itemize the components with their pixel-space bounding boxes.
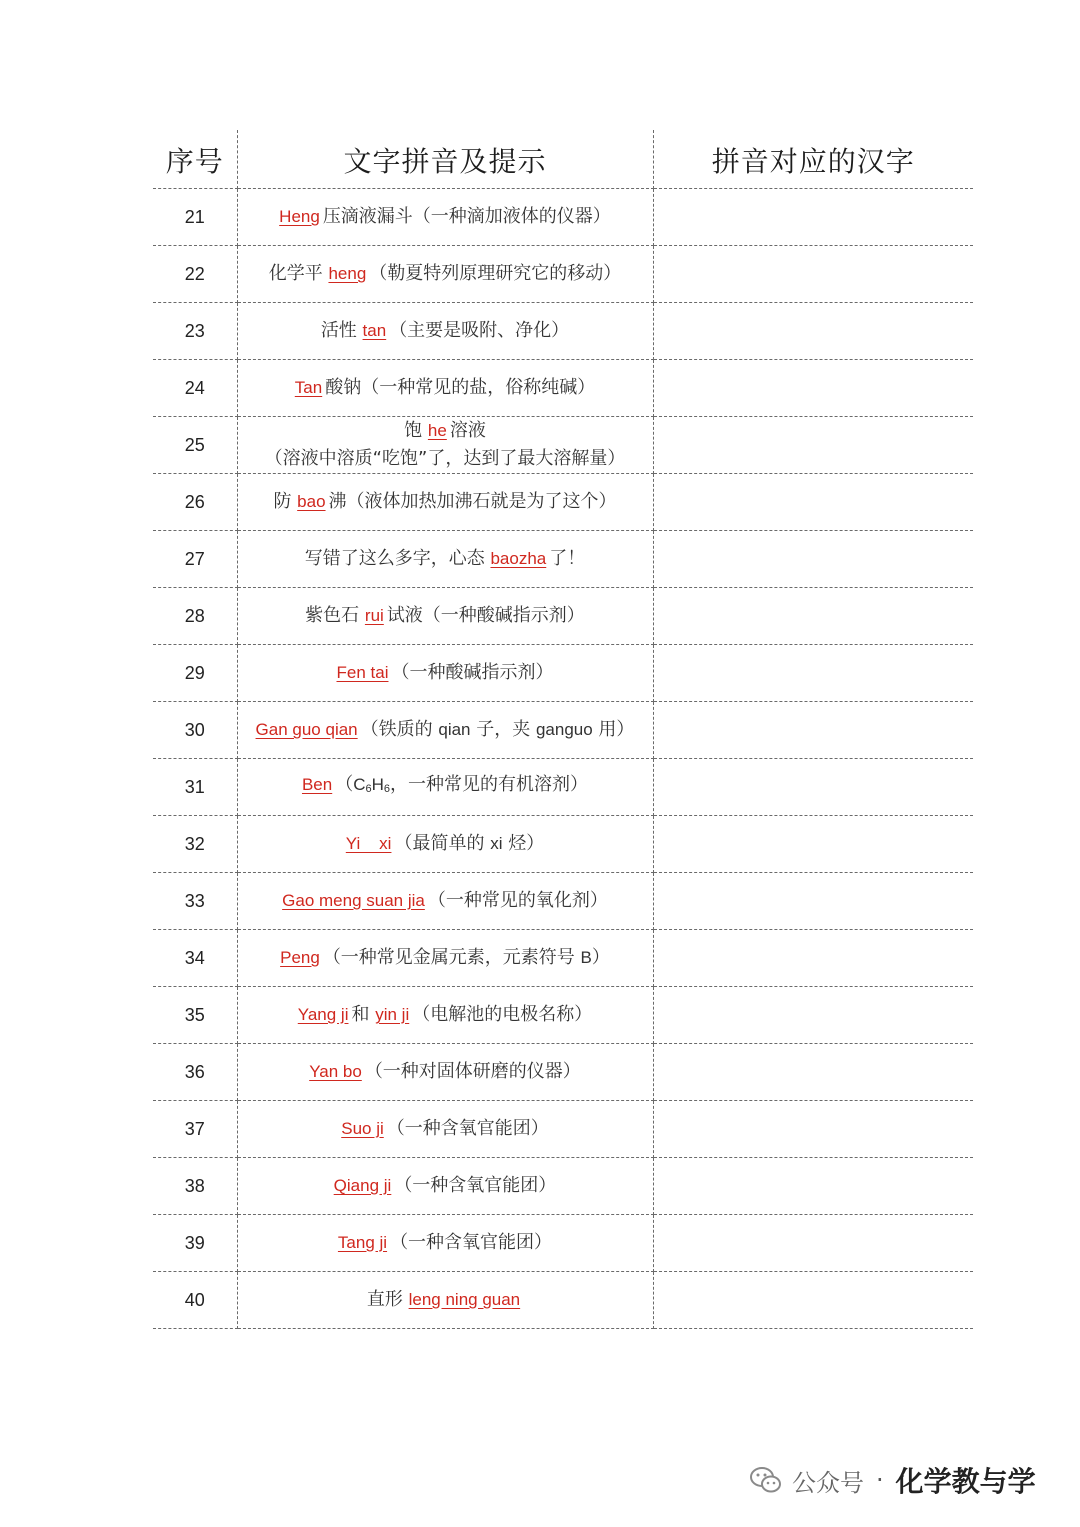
row-number: 36 [153, 1044, 237, 1101]
hint-text: ） [591, 947, 610, 968]
pinyin-blank: Gao meng suan jia [282, 891, 425, 910]
hint-text: （一种含氧官能团） [390, 1232, 553, 1253]
formula-subscript: 6 [383, 783, 391, 795]
table-row [153, 1272, 973, 1329]
pinyin-hint-cell [237, 873, 653, 930]
table-row [153, 1158, 973, 1215]
pinyin-blank: baozha [490, 549, 547, 568]
answer-cell[interactable] [653, 417, 973, 474]
answer-cell[interactable] [653, 702, 973, 759]
pinyin-blank: heng [328, 264, 367, 283]
pinyin-hint-cell [237, 303, 653, 360]
hint-text: 酸钠（一种常见的盐，俗称纯碱） [325, 377, 596, 398]
pinyin-hint-cell [237, 816, 653, 873]
pinyin-hint-cell [237, 588, 653, 645]
pinyin-hint-cell [237, 360, 653, 417]
hint-text: 防 [273, 491, 298, 512]
table-row [153, 1101, 973, 1158]
hint-text: （电解池的电极名称） [412, 1004, 593, 1025]
pinyin-hint-cell [237, 1272, 653, 1329]
table-row [153, 759, 973, 816]
hint-text: （勒夏特列原理研究它的移动） [369, 263, 622, 284]
hint-text: （一种常见金属元素，元素符号 [322, 947, 581, 968]
hint-text: （一种含氧官能团） [386, 1118, 549, 1139]
pinyin-blank: leng ning guan [408, 1290, 521, 1309]
answer-cell[interactable] [653, 303, 973, 360]
row-number: 39 [153, 1215, 237, 1272]
answer-cell[interactable] [653, 759, 973, 816]
answer-cell[interactable] [653, 1044, 973, 1101]
hint-text: 了！ [549, 548, 586, 569]
row-number: 40 [153, 1272, 237, 1329]
table-header-row [153, 130, 973, 189]
hint-text: （一种酸碱指示剂） [391, 662, 554, 683]
pinyin-blank: Fen tai [336, 663, 389, 682]
header-chinese-answer: 拼音对应的汉字 [653, 130, 973, 189]
table-row [153, 246, 973, 303]
pinyin-blank: rui [364, 606, 384, 625]
pinyin-hint-cell [237, 702, 653, 759]
hint-text: H [371, 775, 384, 794]
hint-text: 溶液 [449, 420, 486, 441]
watermark-separator: · [876, 1466, 884, 1494]
pinyin-hint-cell [237, 474, 653, 531]
row-number: 37 [153, 1101, 237, 1158]
pinyin-blank: bao [297, 492, 326, 511]
table-row [153, 1044, 973, 1101]
hint-text: 紫色石 [305, 605, 365, 626]
hint-text: （铁质的 [360, 719, 439, 740]
pinyin-blank: Tan [294, 378, 323, 397]
header-number: 序号 [153, 130, 237, 189]
pinyin-quiz-table [153, 130, 973, 1329]
hint-text: 饱 [404, 420, 428, 441]
hint-text: 子，夹 [470, 719, 536, 740]
answer-cell[interactable] [653, 987, 973, 1044]
hint-text: （溶液中溶质“吃饱”了，达到了最大溶解量） [264, 448, 626, 469]
row-number: 22 [153, 246, 237, 303]
pinyin-hint-cell [237, 531, 653, 588]
pinyin-blank: he [427, 421, 447, 440]
pinyin-hint-cell [237, 930, 653, 987]
pinyin-hint-cell [237, 1158, 653, 1215]
row-number: 23 [153, 303, 237, 360]
pinyin-hint-cell [237, 1215, 653, 1272]
answer-cell[interactable] [653, 246, 973, 303]
row-number: 38 [153, 1158, 237, 1215]
row-number: 34 [153, 930, 237, 987]
row-number: 30 [153, 702, 237, 759]
hint-text: 活性 [320, 320, 363, 341]
answer-cell[interactable] [653, 930, 973, 987]
watermark-label: 公众号 [792, 1468, 864, 1497]
formula-subscript: 6 [365, 783, 372, 795]
row-number: 32 [153, 816, 237, 873]
pinyin-blank: Heng [279, 207, 320, 226]
answer-cell[interactable] [653, 474, 973, 531]
hint-text: qian [438, 720, 471, 739]
table-row [153, 360, 973, 417]
pinyin-hint-cell [237, 417, 653, 474]
pinyin-blank: Tang ji [337, 1233, 388, 1252]
answer-cell[interactable] [653, 1272, 973, 1329]
pinyin-blank: Gan guo qian [255, 720, 358, 739]
table-row [153, 930, 973, 987]
pinyin-blank: Peng [280, 948, 320, 967]
hint-text: 试液（一种酸碱指示剂） [386, 605, 585, 626]
hint-text: （一种对固体研磨的仪器） [364, 1061, 581, 1082]
pinyin-hint-cell [237, 1101, 653, 1158]
table-row [153, 987, 973, 1044]
pinyin-blank: tan [362, 321, 387, 340]
answer-cell[interactable] [653, 531, 973, 588]
hint-text: 写错了这么多字，心态 [304, 548, 491, 569]
hint-text: （主要是吸附、净化） [389, 320, 570, 341]
row-number: 33 [153, 873, 237, 930]
table-row [153, 588, 973, 645]
pinyin-hint-cell [237, 189, 653, 246]
row-number: 26 [153, 474, 237, 531]
answer-cell[interactable] [653, 189, 973, 246]
hint-text: （最简单的 [394, 833, 491, 854]
row-number: 27 [153, 531, 237, 588]
answer-cell[interactable] [653, 645, 973, 702]
hint-text: 用） [592, 719, 635, 740]
hint-text: 烃） [502, 833, 545, 854]
hint-text: 和 [351, 1004, 376, 1025]
table-body [153, 189, 973, 1329]
answer-cell[interactable] [653, 1158, 973, 1215]
table-row [153, 474, 973, 531]
pinyin-blank: Ben [301, 775, 333, 794]
table-row [153, 303, 973, 360]
table-row [153, 189, 973, 246]
row-number: 28 [153, 588, 237, 645]
pinyin-hint-cell [237, 645, 653, 702]
hint-text: ，一种常见的有机溶剂） [390, 774, 589, 795]
row-number: 21 [153, 189, 237, 246]
table-row [153, 816, 973, 873]
pinyin-hint-cell [237, 246, 653, 303]
table-row [153, 531, 973, 588]
row-number: 29 [153, 645, 237, 702]
row-number: 24 [153, 360, 237, 417]
pinyin-blank: Yang ji [297, 1005, 349, 1024]
hint-text: 沸（液体加热加沸石就是为了这个） [328, 491, 617, 512]
pinyin-hint-cell [237, 987, 653, 1044]
table-row [153, 702, 973, 759]
hint-text: ganguo [535, 720, 593, 739]
answer-cell[interactable] [653, 873, 973, 930]
row-number: 31 [153, 759, 237, 816]
pinyin-hint-cell [237, 759, 653, 816]
hint-text: （一种含氧官能团） [394, 1175, 557, 1196]
answer-cell[interactable] [653, 588, 973, 645]
hint-text: （一种常见的氧化剂） [427, 890, 608, 911]
pinyin-hint-cell [237, 1044, 653, 1101]
pinyin-blank: Yi xi [345, 834, 392, 853]
hint-text: C [353, 775, 366, 794]
hint-text: 直形 [366, 1289, 409, 1310]
watermark [750, 1460, 1036, 1500]
answer-cell[interactable] [653, 360, 973, 417]
table-row [153, 1215, 973, 1272]
worksheet [153, 130, 973, 1329]
table-row [153, 417, 973, 474]
hint-text: 化学平 [268, 263, 329, 284]
answer-cell[interactable] [653, 816, 973, 873]
hint-text: B [580, 948, 592, 967]
answer-cell[interactable] [653, 1101, 973, 1158]
pinyin-blank: Yan bo [309, 1062, 362, 1081]
answer-cell[interactable] [653, 1215, 973, 1272]
pinyin-blank: Qiang ji [333, 1176, 392, 1195]
table-row [153, 873, 973, 930]
row-number: 35 [153, 987, 237, 1044]
pinyin-blank: Suo ji [341, 1119, 384, 1138]
hint-text: （ [335, 774, 354, 795]
header-pinyin-hint: 文字拼音及提示 [237, 130, 653, 189]
wechat-icon [750, 1466, 782, 1494]
pinyin-blank: yin ji [375, 1005, 410, 1024]
hint-text: 压滴液漏斗（一种滴加液体的仪器） [322, 206, 611, 227]
row-number: 25 [153, 417, 237, 474]
hint-text: xi [490, 834, 503, 853]
watermark-account-name: 化学教与学 [895, 1465, 1036, 1498]
table-row [153, 645, 973, 702]
